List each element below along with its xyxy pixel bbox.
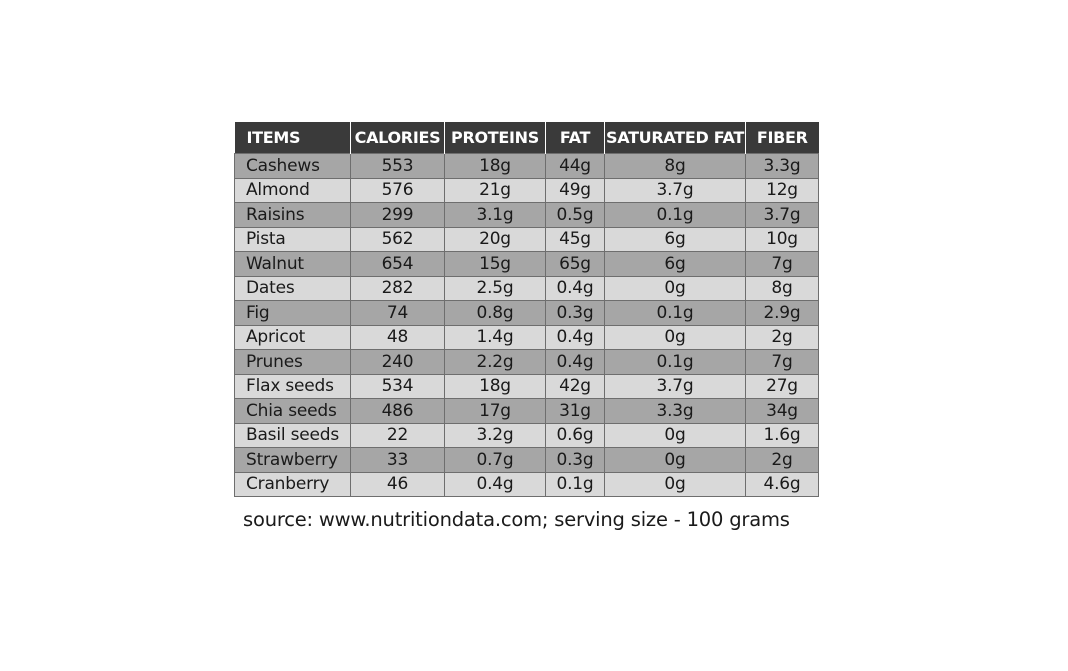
saturated-fat-cell: 0g bbox=[605, 448, 746, 473]
calories-cell: 576 bbox=[351, 178, 445, 203]
calories-cell: 486 bbox=[351, 399, 445, 424]
calories-cell: 282 bbox=[351, 276, 445, 301]
header-saturated-fat: SATURATED FAT bbox=[605, 122, 746, 154]
item-name: Pista bbox=[235, 227, 351, 252]
header-calories: CALORIES bbox=[351, 122, 445, 154]
fiber-cell: 34g bbox=[746, 399, 819, 424]
fat-cell: 31g bbox=[546, 399, 605, 424]
table-row bbox=[235, 276, 819, 301]
proteins-cell: 0.4g bbox=[445, 472, 546, 497]
item-name: Cranberry bbox=[235, 472, 351, 497]
fat-cell: 0.6g bbox=[546, 423, 605, 448]
proteins-cell: 1.4g bbox=[445, 325, 546, 350]
saturated-fat-cell: 8g bbox=[605, 154, 746, 179]
calories-cell: 654 bbox=[351, 252, 445, 277]
fiber-cell: 2g bbox=[746, 325, 819, 350]
fat-cell: 0.5g bbox=[546, 203, 605, 228]
table-row bbox=[235, 252, 819, 277]
calories-cell: 48 bbox=[351, 325, 445, 350]
saturated-fat-cell: 6g bbox=[605, 252, 746, 277]
fat-cell: 49g bbox=[546, 178, 605, 203]
fiber-cell: 7g bbox=[746, 252, 819, 277]
table-body bbox=[235, 154, 819, 497]
table-row bbox=[235, 203, 819, 228]
saturated-fat-cell: 0.1g bbox=[605, 350, 746, 375]
item-name: Basil seeds bbox=[235, 423, 351, 448]
fat-cell: 0.4g bbox=[546, 350, 605, 375]
header-fiber: FIBER bbox=[746, 122, 819, 154]
fiber-cell: 2g bbox=[746, 448, 819, 473]
proteins-cell: 18g bbox=[445, 374, 546, 399]
saturated-fat-cell: 3.7g bbox=[605, 178, 746, 203]
item-name: Apricot bbox=[235, 325, 351, 350]
table-row bbox=[235, 227, 819, 252]
fat-cell: 42g bbox=[546, 374, 605, 399]
fiber-cell: 7g bbox=[746, 350, 819, 375]
fiber-cell: 8g bbox=[746, 276, 819, 301]
item-name: Fig bbox=[235, 301, 351, 326]
fat-cell: 44g bbox=[546, 154, 605, 179]
saturated-fat-cell: 3.3g bbox=[605, 399, 746, 424]
proteins-cell: 3.1g bbox=[445, 203, 546, 228]
proteins-cell: 15g bbox=[445, 252, 546, 277]
fat-cell: 45g bbox=[546, 227, 605, 252]
item-name: Cashews bbox=[235, 154, 351, 179]
item-name: Prunes bbox=[235, 350, 351, 375]
saturated-fat-cell: 6g bbox=[605, 227, 746, 252]
fiber-cell: 3.3g bbox=[746, 154, 819, 179]
calories-cell: 299 bbox=[351, 203, 445, 228]
fiber-cell: 4.6g bbox=[746, 472, 819, 497]
proteins-cell: 17g bbox=[445, 399, 546, 424]
saturated-fat-cell: 0.1g bbox=[605, 203, 746, 228]
proteins-cell: 2.5g bbox=[445, 276, 546, 301]
source-note: source: www.nutritiondata.com; serving size - 100 grams bbox=[243, 508, 790, 531]
item-name: Almond bbox=[235, 178, 351, 203]
calories-cell: 33 bbox=[351, 448, 445, 473]
fiber-cell: 1.6g bbox=[746, 423, 819, 448]
proteins-cell: 20g bbox=[445, 227, 546, 252]
calories-cell: 562 bbox=[351, 227, 445, 252]
proteins-cell: 3.2g bbox=[445, 423, 546, 448]
item-name: Raisins bbox=[235, 203, 351, 228]
saturated-fat-cell: 0g bbox=[605, 325, 746, 350]
calories-cell: 240 bbox=[351, 350, 445, 375]
proteins-cell: 0.8g bbox=[445, 301, 546, 326]
fat-cell: 0.3g bbox=[546, 448, 605, 473]
fiber-cell: 12g bbox=[746, 178, 819, 203]
header-proteins: PROTEINS bbox=[445, 122, 546, 154]
item-name: Chia seeds bbox=[235, 399, 351, 424]
saturated-fat-cell: 0g bbox=[605, 472, 746, 497]
table-row bbox=[235, 178, 819, 203]
table-row bbox=[235, 423, 819, 448]
item-name: Strawberry bbox=[235, 448, 351, 473]
table-row bbox=[235, 399, 819, 424]
table-row bbox=[235, 154, 819, 179]
item-name: Flax seeds bbox=[235, 374, 351, 399]
saturated-fat-cell: 0.1g bbox=[605, 301, 746, 326]
fat-cell: 0.1g bbox=[546, 472, 605, 497]
saturated-fat-cell: 0g bbox=[605, 276, 746, 301]
fiber-cell: 3.7g bbox=[746, 203, 819, 228]
proteins-cell: 2.2g bbox=[445, 350, 546, 375]
header-fat: FAT bbox=[546, 122, 605, 154]
nutrition-table bbox=[234, 122, 819, 497]
header-items: ITEMS bbox=[235, 122, 351, 154]
table-row bbox=[235, 448, 819, 473]
table-row bbox=[235, 472, 819, 497]
calories-cell: 74 bbox=[351, 301, 445, 326]
saturated-fat-cell: 3.7g bbox=[605, 374, 746, 399]
proteins-cell: 0.7g bbox=[445, 448, 546, 473]
proteins-cell: 18g bbox=[445, 154, 546, 179]
fiber-cell: 27g bbox=[746, 374, 819, 399]
item-name: Walnut bbox=[235, 252, 351, 277]
table-header-row bbox=[235, 122, 819, 154]
fat-cell: 65g bbox=[546, 252, 605, 277]
fat-cell: 0.3g bbox=[546, 301, 605, 326]
table-row bbox=[235, 325, 819, 350]
calories-cell: 22 bbox=[351, 423, 445, 448]
item-name: Dates bbox=[235, 276, 351, 301]
calories-cell: 553 bbox=[351, 154, 445, 179]
fiber-cell: 2.9g bbox=[746, 301, 819, 326]
calories-cell: 46 bbox=[351, 472, 445, 497]
table-row bbox=[235, 350, 819, 375]
table-row bbox=[235, 301, 819, 326]
fiber-cell: 10g bbox=[746, 227, 819, 252]
fat-cell: 0.4g bbox=[546, 276, 605, 301]
fat-cell: 0.4g bbox=[546, 325, 605, 350]
proteins-cell: 21g bbox=[445, 178, 546, 203]
table-row bbox=[235, 374, 819, 399]
calories-cell: 534 bbox=[351, 374, 445, 399]
saturated-fat-cell: 0g bbox=[605, 423, 746, 448]
